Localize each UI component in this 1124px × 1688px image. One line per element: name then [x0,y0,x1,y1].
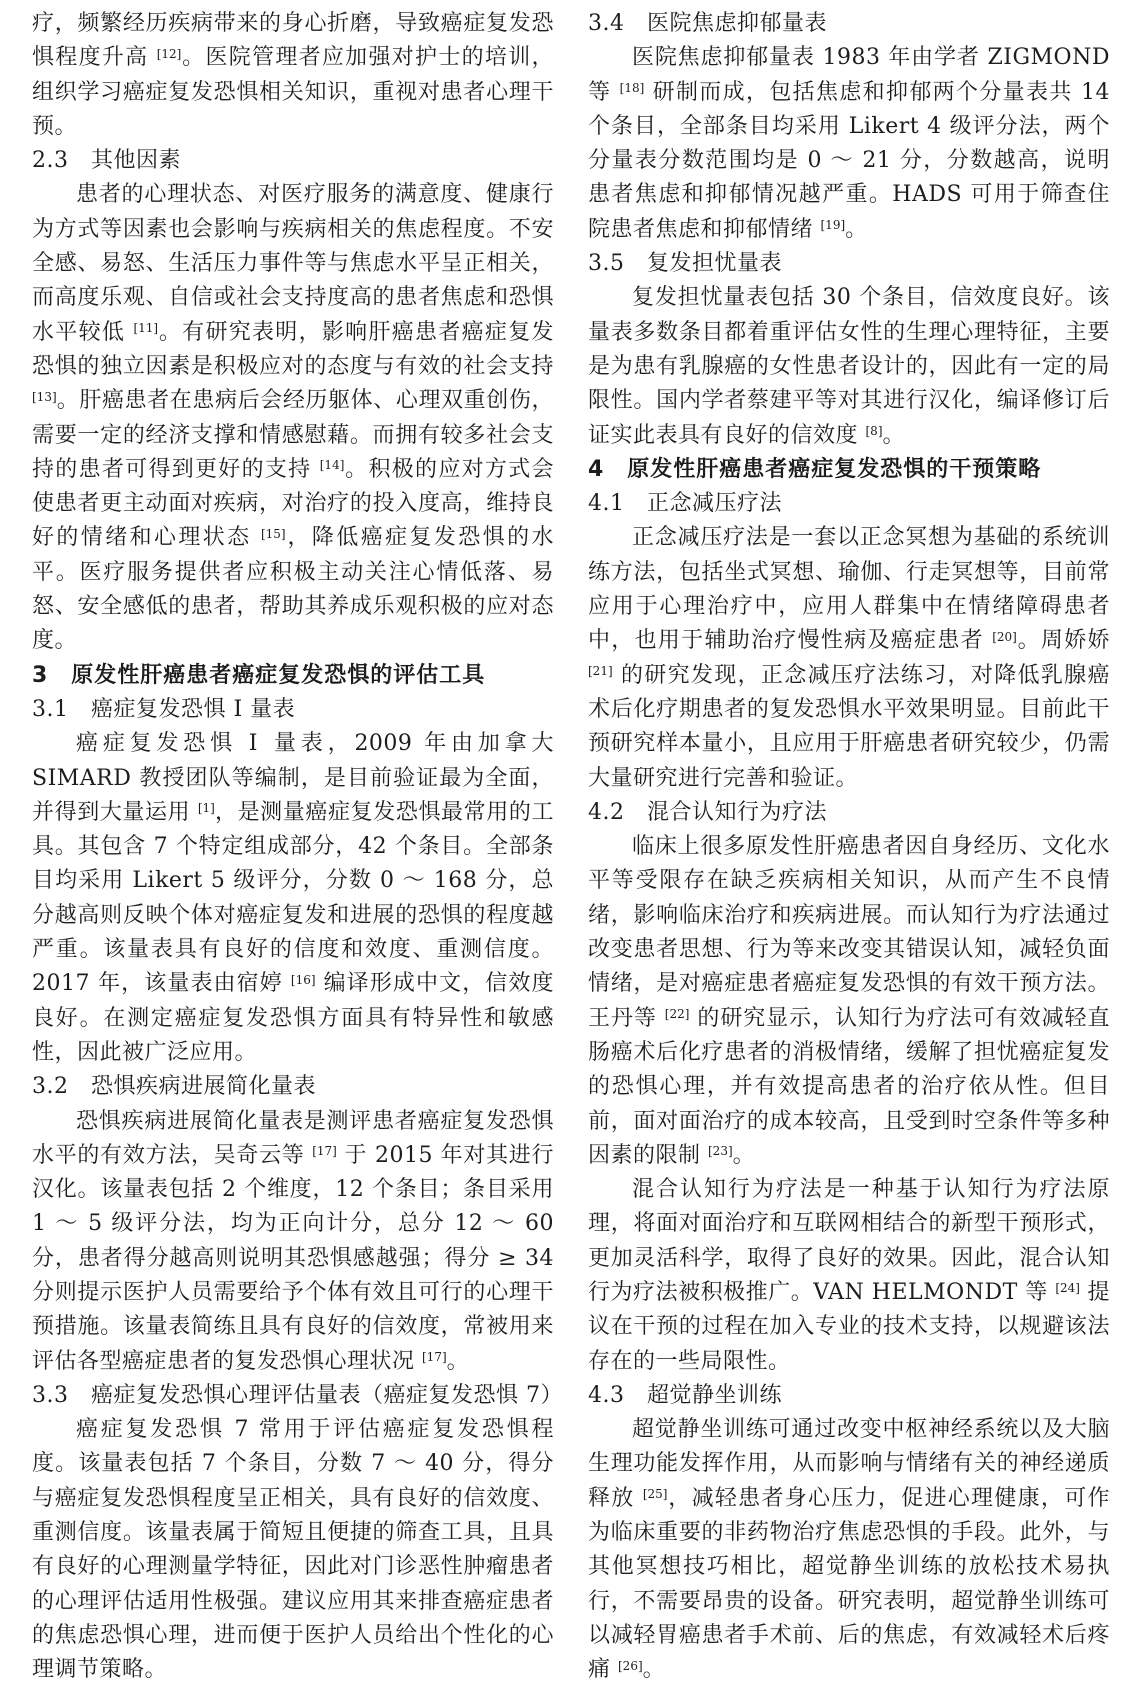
citation-ref: [17] [422,1349,447,1364]
citation-ref: [15] [260,526,286,541]
subsection-heading: 3.5 复发担忧量表 [588,251,782,277]
right-column [588,7,1110,1683]
section-heading: 3 原发性肝癌患者癌症复发恐惧的评估工具 [32,662,486,688]
paragraph: 患者的心理状态、对医疗服务的满意度、健康行为方式等因素也会影响与疾病相关的焦虑程度。不安全感、易怒、生活压力事件等与焦虑水平呈正相关，而高度乐观、自信或社会支持度高的患者焦虑和恐惧水平较低 [11]。有研究表明，影响肝癌患者癌症复发恐惧的独立因素是积极应对的态度与有效的社会支持 [13]。肝癌患者在患病后会经历躯体、心理双重创伤，需要一定的经济支撑和情感慰藉。而拥有较多社会支持的患者可得到更好的支持 [14]。积极的应对方式会使患者更主动面对疾病，对治疗的投入度高，维持良好的情绪和心理状态 [15]，降低癌症复发恐惧的水平。医疗服务提供者应积极主动关注心情低落、易怒、安全感低的患者，帮助其养成乐观积极的应对态度。 [32,182,554,654]
subsection-heading: 4.3 超觉静坐训练 [588,1382,782,1408]
subsection-heading: 2.3 其他因素 [32,148,181,174]
paragraph: 医院焦虑抑郁量表 1983 年由学者 ZIGMOND 等 [18] 研制而成，包括焦虑和抑郁两个分量表共 14 个条目，全部条目均采用 Likert 4 级评分法，两个分量表分数范围均是 0 ～ 21 分，分数越高，说明患者焦虑和抑郁情况越严重。HADS 可用于筛查住院患者焦虑和抑郁情绪 [19]。 [588,45,1110,242]
citation-ref: [19] [820,218,846,233]
citation-ref: [24] [1055,1281,1080,1296]
citation-ref: [17] [312,1144,337,1159]
subsection-heading: 3.1 癌症复发恐惧 Ⅰ 量表 [32,696,296,722]
paragraph: 癌症复发恐惧 7 常用于评估癌症复发恐惧程度。该量表包括 7 个条目，分数 7 ～ 40 分，得分与癌症复发恐惧程度呈正相关，具有良好的信效度、重测信度。该量表属于简短且便捷的筛查工具，且具有良好的心理测量学特征，因此对门诊恶性肿瘤患者的心理评估适用性极强。建议应用其来排查癌症患者的焦虑恐惧心理，进而便于医护人员给出个性化的心理调节策略。 [32,1417,554,1683]
citation-ref: [22] [664,1007,690,1022]
paragraph: 混合认知行为疗法是一种基于认知行为疗法原理，将面对面治疗和互联网相结合的新型干预形式，更加灵活科学，取得了良好的效果。因此，混合认知行为疗法被积极推广。VAN HELMONDT 等 [24] 提议在干预的过程在加入专业的技术支持，以规避该法存在的一些局限性。 [588,1177,1110,1374]
subsection-heading: 3.4 医院焦虑抑郁量表 [588,11,827,36]
subsection-heading: 3.3 癌症复发恐惧心理评估量表（癌症复发恐惧 7） [32,1382,563,1408]
citation-ref: [12] [156,46,182,61]
section-heading: 4 原发性肝癌患者癌症复发恐惧的干预策略 [588,456,1042,482]
citation-ref: [13] [32,389,57,404]
paragraph: 临床上很多原发性肝癌患者因自身经历、文化水平等受限存在缺乏疾病相关知识，从而产生不良情绪，影响临床治疗和疾病进展。而认知行为疗法通过改变患者思想、行为等来改变其错误认知，减轻负面情绪，是对癌症患者癌症复发恐惧的有效干预方法。王丹等 [22] 的研究显示，认知行为疗法可有效减轻直肠癌术后化疗患者的消极情绪，缓解了担忧癌症复发的恐惧心理，并有效提高患者的治疗依从性。但目前，面对面治疗的成本较高，且受到时空条件等多种因素的限制 [23]。 [588,834,1110,1168]
citation-ref: [8] [865,423,883,438]
paragraph: 复发担忧量表包括 30 个条目，信效度良好。该量表多数条目都着重评估女性的生理心理特征，主要是为患有乳腺癌的女性患者设计的，因此有一定的局限性。国内学者蔡建平等对其进行汉化，编译修订后证实此表具有良好的信效度 [8]。 [588,285,1110,448]
paragraph: 疗，频繁经历疾病带来的身心折磨，导致癌症复发恐惧程度升高 [12]。医院管理者应加强对护士的培训，组织学习癌症复发恐惧相关知识，重视对患者心理干预。 [32,11,554,139]
subsection-heading: 3.2 恐惧疾病进展简化量表 [32,1074,316,1100]
citation-ref: [20] [992,629,1017,644]
paragraph: 癌症复发恐惧 Ⅰ 量表，2009 年由加拿大 SIMARD 教授团队等编制，是目前验证最为全面，并得到大量运用 [1]，是测量癌症复发恐惧最常用的工具。其包含 7 个特定组成部分，42 个条目。全部条目均采用 Likert 5 级评分，分数 0 ～ 168 分，总分越高则反映个体对癌症复发和进展的恐惧的程度越严重。该量表具有良好的信度和效度、重测信度。2017 年，该量表由宿婷 [16] 编译形成中文，信效度良好。在测定癌症复发恐惧方面具有特异性和敏感性，因此被广泛应用。 [32,731,554,1065]
paragraph: 正念减压疗法是一套以正念冥想为基础的系统训练方法，包括坐式冥想、瑜伽、行走冥想等，目前常应用于心理治疗中，应用人群集中在情绪障碍患者中，也用于辅助治疗慢性病及癌症患者 [20]。周娇娇 [21] 的研究发现，正念减压疗法练习，对降低乳腺癌术后化疗期患者的复发恐惧水平效果明显。目前此干预研究样本量小，且应用于肝癌患者研究较少，仍需大量研究进行完善和验证。 [588,525,1110,791]
citation-ref: [25] [642,1487,668,1502]
citation-ref: [16] [290,972,316,987]
subsection-heading: 4.1 正念减压疗法 [588,491,782,517]
citation-ref: [26] [618,1658,643,1673]
subsection-heading: 4.2 混合认知行为疗法 [588,799,827,825]
left-column [32,7,563,1683]
citation-ref: [23] [708,1144,733,1159]
citation-ref: [18] [619,81,645,95]
citation-ref: [14] [319,458,345,473]
citation-ref: [21] [588,664,613,679]
paragraph: 超觉静坐训练可通过改变中枢神经系统以及大脑生理功能发挥作用，从而影响与情绪有关的神经递质释放 [25]，减轻患者身心压力，促进心理健康，可作为临床重要的非药物治疗焦虑恐惧的手段。此外，与其他冥想技巧相比，超觉静坐训练的放松技术易执行，不需要昂贵的设备。研究表明，超觉静坐训练可以减轻胃癌患者手术前、后的焦虑，有效减轻术后疼痛 [26]。 [588,1417,1110,1683]
paragraph: 恐惧疾病进展简化量表是测评患者癌症复发恐惧水平的有效方法，吴奇云等 [17] 于 2015 年对其进行汉化。该量表包括 2 个维度，12 个条目；条目采用 1 ～ 5 级评分法，均为正向计分，总分 12 ～ 60 分，患者得分越高则说明其恐惧感越强；得分 ≥ 34 分则提示医护人员需要给予个体有效且可行的心理干预措施。该量表简练且具有良好的信效度，常被用来评估各型癌症患者的复发恐惧心理状况 [17]。 [32,1108,555,1374]
citation-ref: [1] [197,801,215,816]
citation-ref: [11] [133,321,159,336]
